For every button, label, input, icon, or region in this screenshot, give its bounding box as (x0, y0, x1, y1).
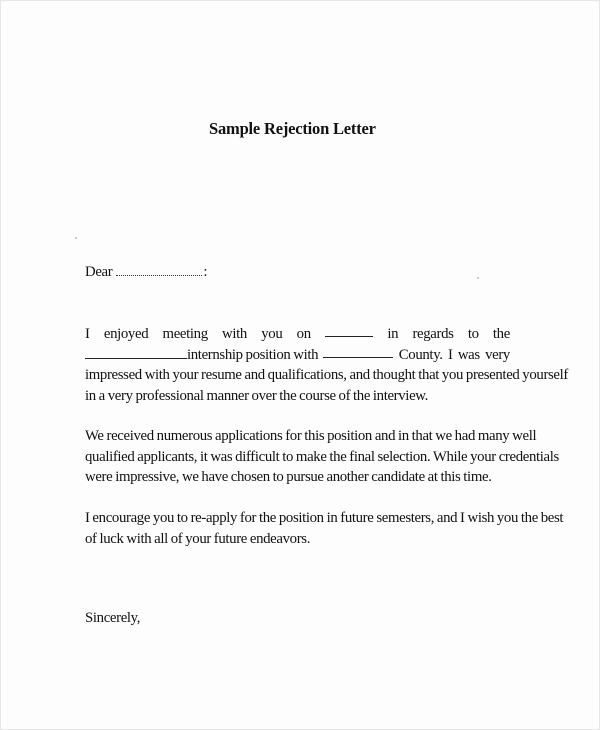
word: regards (412, 326, 454, 342)
word: you (261, 326, 283, 342)
date-blank (325, 324, 373, 337)
word: on (296, 326, 311, 342)
scan-speck (75, 237, 77, 239)
closing: Sincerely, (85, 610, 141, 626)
word: enjoyed (103, 326, 149, 342)
word: County. (398, 346, 443, 363)
paragraph-1-line-3: impressed with your resume and qualifications, and thought that you presented yourself (85, 367, 568, 383)
salutation (85, 262, 510, 283)
scan-speck (477, 277, 479, 279)
paragraph-2 (85, 426, 559, 488)
word: in (387, 326, 399, 342)
paragraph-1-line-1 (85, 324, 510, 345)
county-blank (323, 345, 393, 358)
word: very (485, 346, 510, 363)
paragraph-3-line-1: I encourage you to re-apply for the position in future semesters, and I wish you the best (85, 510, 564, 526)
word: with (222, 326, 247, 342)
internship-phrase: internship position with (187, 346, 319, 363)
word: was (457, 346, 480, 363)
paragraph-2-line-3: were impressive, we have chosen to pursue another candidate at this time. (85, 469, 492, 485)
word: to (467, 326, 479, 342)
paragraph-3-line-2: of luck with all of your future endeavors. (85, 530, 311, 547)
word: meeting (162, 326, 208, 342)
salutation-suffix: : (203, 264, 208, 280)
paragraph-1 (85, 324, 568, 406)
paragraph-1-line-2 (85, 345, 510, 366)
paragraph-2-line-2: qualified applicants, it was difficult to make the final selection. While your credentials (85, 448, 559, 465)
paragraph-1-line-4: in a very professional manner over the course of the interview. (85, 387, 429, 404)
word: I (85, 326, 90, 342)
word: I (447, 346, 453, 363)
word: the (492, 326, 510, 342)
department-blank (85, 346, 187, 359)
paragraph-3 (85, 508, 564, 549)
letter-title: Sample Rejection Letter (209, 119, 376, 138)
salutation-prefix: Dear (85, 264, 113, 280)
paragraph-2-line-1: We received numerous applications for this position and in that we had many well (85, 428, 537, 444)
recipient-name-blank (116, 263, 202, 276)
